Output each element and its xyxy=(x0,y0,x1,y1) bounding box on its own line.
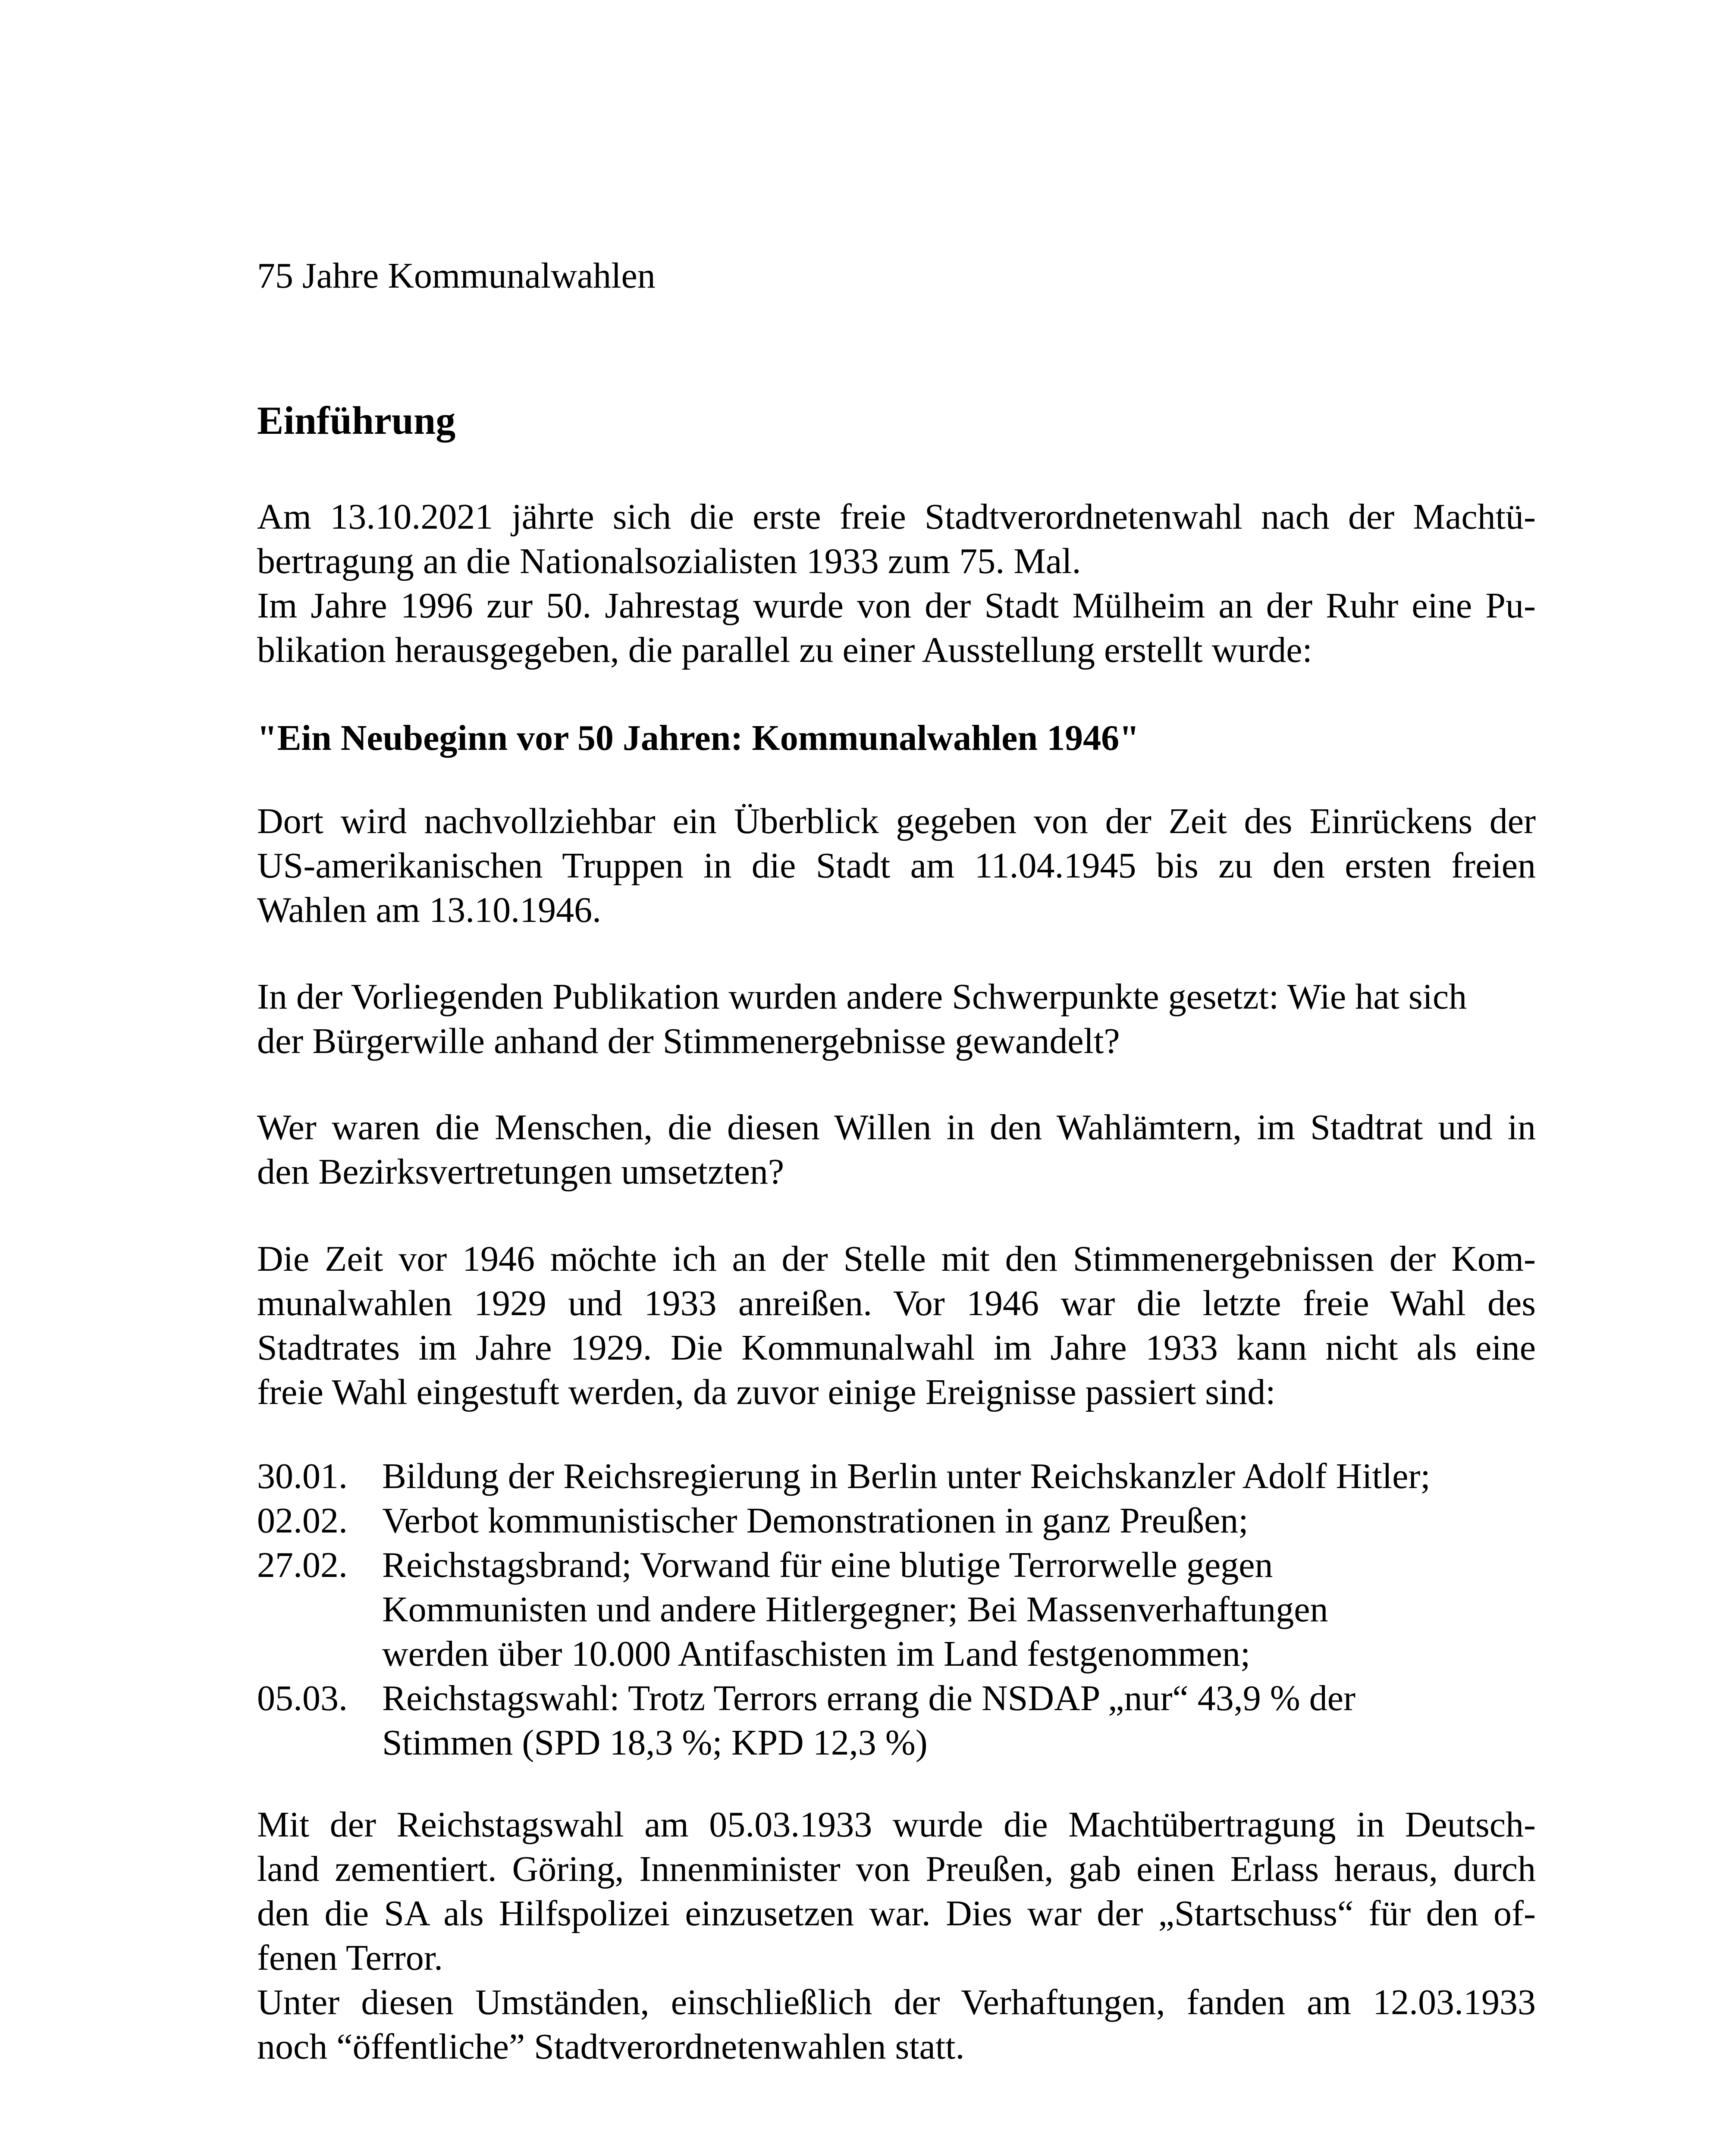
event-line: werden über 10.000 Antifaschisten im Land festgenommen; xyxy=(382,1634,1251,1674)
event-text xyxy=(382,1543,1536,1676)
event-line: Verbot kommunistischer Demonstrationen in ganz Preußen; xyxy=(382,1501,1249,1541)
paragraph-line: land zementiert. Göring, Innenminister von Preußen, gab einen Erlass heraus, durch xyxy=(257,1849,1536,1889)
paragraph-intro xyxy=(257,495,1536,672)
list-item xyxy=(257,1676,1536,1765)
paragraph-line: US-amerikanischen Truppen in die Stadt am 11.04.1945 bis zu den ersten freien xyxy=(257,846,1536,886)
paragraph-people xyxy=(257,1105,1536,1194)
paragraph-line: blikation herausgegeben, die parallel zu einer Ausstellung erstellt wurde: xyxy=(257,630,1312,670)
event-date: 05.03. xyxy=(257,1678,348,1718)
paragraph-line: den Bezirksvertretungen umsetzten? xyxy=(257,1152,784,1192)
list-item xyxy=(257,1454,1536,1498)
paragraph-line: freie Wahl eingestuft werden, da zuvor einige Ereignisse passiert sind: xyxy=(257,1372,1276,1412)
paragraph-line: munalwahlen 1929 und 1933 anreißen. Vor 1946 war die letzte freie Wahl des xyxy=(257,1283,1536,1323)
paragraph-history xyxy=(257,1237,1536,1414)
paragraph-line: den die SA als Hilfspolizei einzusetzen war. Dies war der „Startschuss“ für den of- xyxy=(257,1893,1536,1934)
paragraph-line: der Bürgerwille anhand der Stimmenergebnisse gewandelt? xyxy=(257,1021,1120,1061)
paragraph-line: Die Zeit vor 1946 möchte ich an der Stelle mit den Stimmenergebnissen der Kom- xyxy=(257,1239,1536,1279)
event-date: 02.02. xyxy=(257,1501,348,1541)
paragraph-line: In der Vorliegenden Publikation wurden andere Schwerpunkte gesetzt: Wie hat sich xyxy=(257,977,1467,1017)
event-text xyxy=(382,1676,1536,1765)
list-item xyxy=(257,1498,1536,1543)
event-date: 30.01. xyxy=(257,1456,348,1496)
event-date: 27.02. xyxy=(257,1545,348,1585)
paragraph-line: Wer waren die Menschen, die diesen Willen in den Wahlämtern, im Stadtrat und in xyxy=(257,1107,1536,1147)
event-line: Bildung der Reichsregierung in Berlin unter Reichskanzler Adolf Hitler; xyxy=(382,1456,1431,1496)
event-line: Reichstagsbrand; Vorwand für eine blutige Terrorwelle gegen xyxy=(382,1545,1273,1585)
events-list xyxy=(257,1454,1536,1765)
paragraph-line: bertragung an die Nationalsozialisten 1933 zum 75. Mal. xyxy=(257,541,1081,581)
paragraph-focus xyxy=(257,975,1536,1063)
section-heading: Einführung xyxy=(257,398,456,442)
event-text xyxy=(382,1454,1536,1498)
paragraph-line: Unter diesen Umständen, einschließlich der Verhaftungen, fanden am 12.03.1933 xyxy=(257,1982,1536,2022)
quote-title xyxy=(257,716,1536,760)
paragraph-line: Dort wird nachvollziehbar ein Überblick gegeben von der Zeit des Einrückens der xyxy=(257,801,1536,841)
event-line: Kommunisten und andere Hitlergegner; Bei Massenverhaftungen xyxy=(382,1589,1328,1630)
paragraph-line: fenen Terror. xyxy=(257,1938,443,1978)
paragraph-line: Am 13.10.2021 jährte sich die erste freie Stadtverordnetenwahl nach der Machtü- xyxy=(257,497,1536,537)
paragraph-conclusion xyxy=(257,1802,1536,2069)
list-item xyxy=(257,1543,1536,1676)
event-line: Reichstagswahl: Trotz Terrors errang die NSDAP „nur“ 43,9 % der xyxy=(382,1678,1356,1718)
paragraph-line: Mit der Reichstagswahl am 05.03.1933 wurde die Machtübertragung in Deutsch- xyxy=(257,1805,1536,1845)
paragraph-line: Wahlen am 13.10.1946. xyxy=(257,890,602,930)
event-line: Stimmen (SPD 18,3 %; KPD 12,3 %) xyxy=(382,1723,928,1763)
quote-title-text: "Ein Neubeginn vor 50 Jahren: Kommunalwahlen 1946" xyxy=(257,718,1139,758)
paragraph-line: noch “öffentliche” Stadtverordnetenwahlen statt. xyxy=(257,2027,965,2067)
event-text xyxy=(382,1498,1536,1543)
paragraph-line: Stadtrates im Jahre 1929. Die Kommunalwahl im Jahre 1933 kann nicht als eine xyxy=(257,1328,1536,1368)
paragraph-line: Im Jahre 1996 zur 50. Jahrestag wurde von der Stadt Mülheim an der Ruhr eine Pu- xyxy=(257,586,1536,626)
paragraph-overview xyxy=(257,799,1536,932)
running-head: 75 Jahre Kommunalwahlen xyxy=(257,256,656,296)
